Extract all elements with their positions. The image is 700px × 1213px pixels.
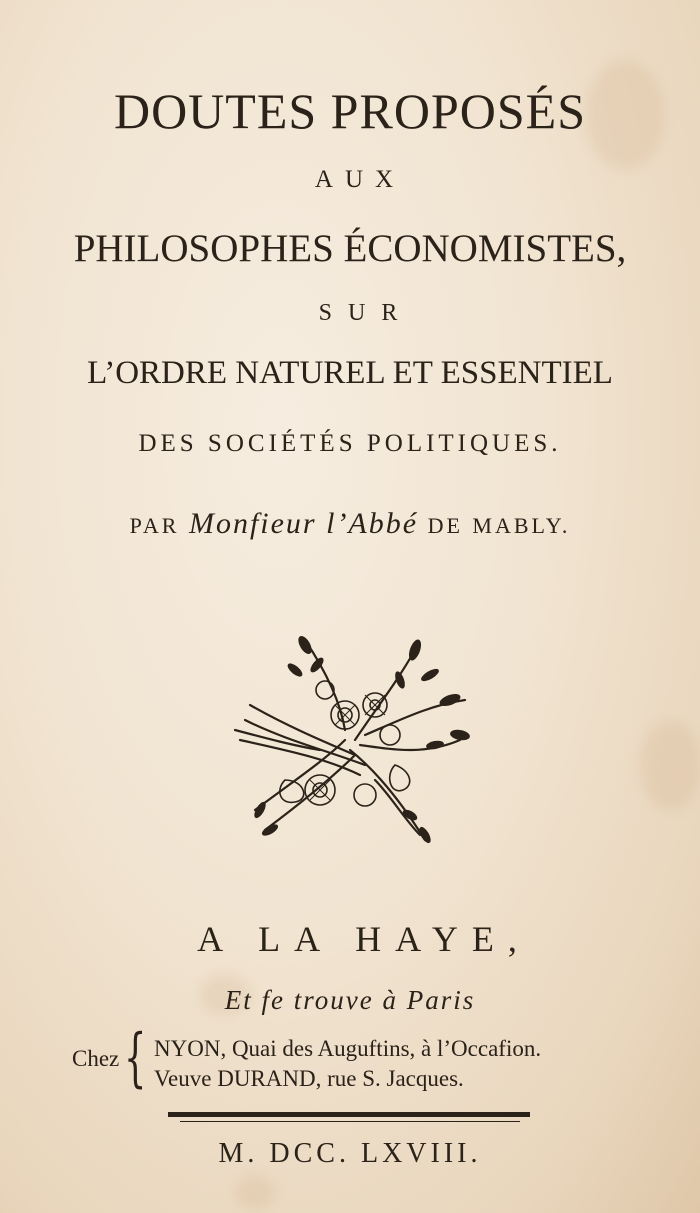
author-par: PAR bbox=[129, 513, 180, 538]
place-line: A LA HAYE, bbox=[197, 919, 531, 959]
title-line-6: DES SOCIÉTÉS POLITIQUES. bbox=[138, 430, 562, 457]
author-de: DE bbox=[427, 513, 463, 538]
title-line-4: SUR bbox=[318, 300, 414, 326]
author-name: MABLY. bbox=[472, 513, 571, 538]
title-line-5: L’ORDRE NATUREL ET ESSENTIEL bbox=[87, 355, 613, 391]
title-line-3: PHILOSOPHES ÉCONOMISTES, bbox=[73, 227, 627, 270]
sold-at-line: Et fe trouve à Paris bbox=[224, 985, 476, 1015]
paper-stain bbox=[640, 720, 700, 810]
publisher-block bbox=[72, 1021, 632, 1102]
divider-thick bbox=[168, 1112, 530, 1117]
brace-icon: { bbox=[124, 1021, 147, 1095]
author-line bbox=[0, 507, 700, 541]
title-line-2: AUX bbox=[314, 166, 406, 193]
publisher-chez: Chez bbox=[72, 1046, 120, 1071]
title-line-1: DOUTES PROPOSÉS bbox=[113, 83, 587, 139]
floral-vignette-icon bbox=[225, 630, 475, 850]
date-line: M. DCC. LXVIII. bbox=[218, 1138, 482, 1169]
publisher-line-2: Veuve DURAND, rue S. Jacques. bbox=[154, 1066, 464, 1091]
divider-thin bbox=[180, 1121, 520, 1122]
paper-stain bbox=[235, 1175, 275, 1210]
author-title: Monfieur l’Abbé bbox=[188, 507, 419, 540]
publisher-line-1: NYON, Quai des Auguftins, à l’Occafion. bbox=[154, 1036, 542, 1061]
